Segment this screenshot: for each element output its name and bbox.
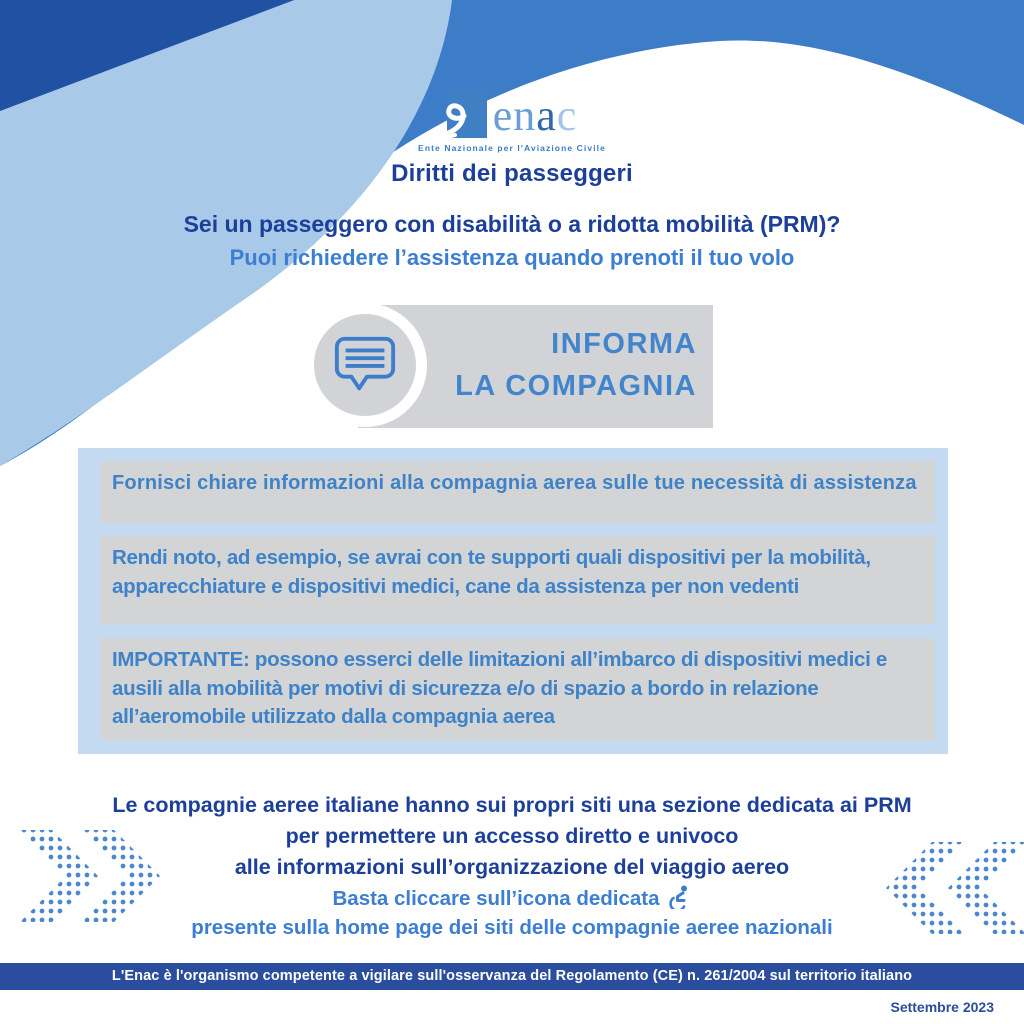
cta-line1-text: Basta cliccare sull’icona dedicata — [332, 887, 660, 910]
footer-bar: L'Enac è l'organismo competente a vigilare sull'osservanza del Regolamento (CE) n. 261/2004 sul territorio italiano — [0, 963, 1024, 990]
cta-line2: presente sulla home page dei siti delle compagnie aeree nazionali — [191, 916, 833, 939]
info-block-2: Rendi noto, ad esempio, se avrai con te supporti quali dispositivi per la mobilità, apparecchiature e dispositivi medici, cane da assistenza per non vedenti — [100, 536, 935, 624]
paragraph-line1: Le compagnie aeree italiane hanno sui propri siti una sezione dedicata ai PRM — [112, 793, 912, 817]
page-title: Diritti dei passeggeri — [391, 160, 633, 187]
wordmark-en: en — [492, 91, 537, 140]
subtitle-heading: Puoi richiedere l’assistenza quando prenoti il tuo volo — [229, 245, 795, 270]
info-panel — [78, 448, 948, 754]
wordmark-c: c — [556, 91, 578, 140]
enac-logo — [0, 86, 1024, 153]
question-heading: Sei un passeggero con disabilità o a ridotta mobilità (PRM)? — [183, 211, 841, 237]
enac-wordmark — [492, 91, 578, 140]
informa-line1: INFORMA — [551, 328, 697, 360]
wheelchair-icon — [668, 885, 692, 915]
enac-swoosh-icon — [433, 92, 491, 138]
paragraph-line2: per permettere un accesso diretto e univoco — [285, 824, 739, 848]
chevron-left-dots-decoration — [884, 838, 1024, 938]
footer-date: Settembre 2023 — [890, 999, 994, 1015]
informa-icon-circle — [303, 303, 427, 427]
informa-box-text — [455, 323, 697, 407]
informa-line2: LA COMPAGNIA — [455, 370, 697, 402]
info-block-1: Fornisci chiare informazioni alla compagnia aerea sulle tue necessità di assistenza — [100, 461, 935, 523]
wordmark-a: a — [536, 91, 557, 140]
info-block-3: IMPORTANTE: possono esserci delle limitazioni all’imbarco di dispositivi medici e ausili alla mobilità per motivi di sicurezza e/o di spazio a bordo in relazione all’aeromobile utilizzato dalla compagnia aerea — [100, 638, 935, 740]
enac-tagline: Ente Nazionale per l'Aviazione Civile — [418, 143, 606, 153]
chevron-right-dots-decoration — [20, 826, 162, 926]
speech-bubble-icon — [332, 334, 398, 396]
enac-logo-mark — [447, 88, 487, 138]
paragraph-line3: alle informazioni sull’organizzazione del viaggio aereo — [234, 855, 790, 879]
